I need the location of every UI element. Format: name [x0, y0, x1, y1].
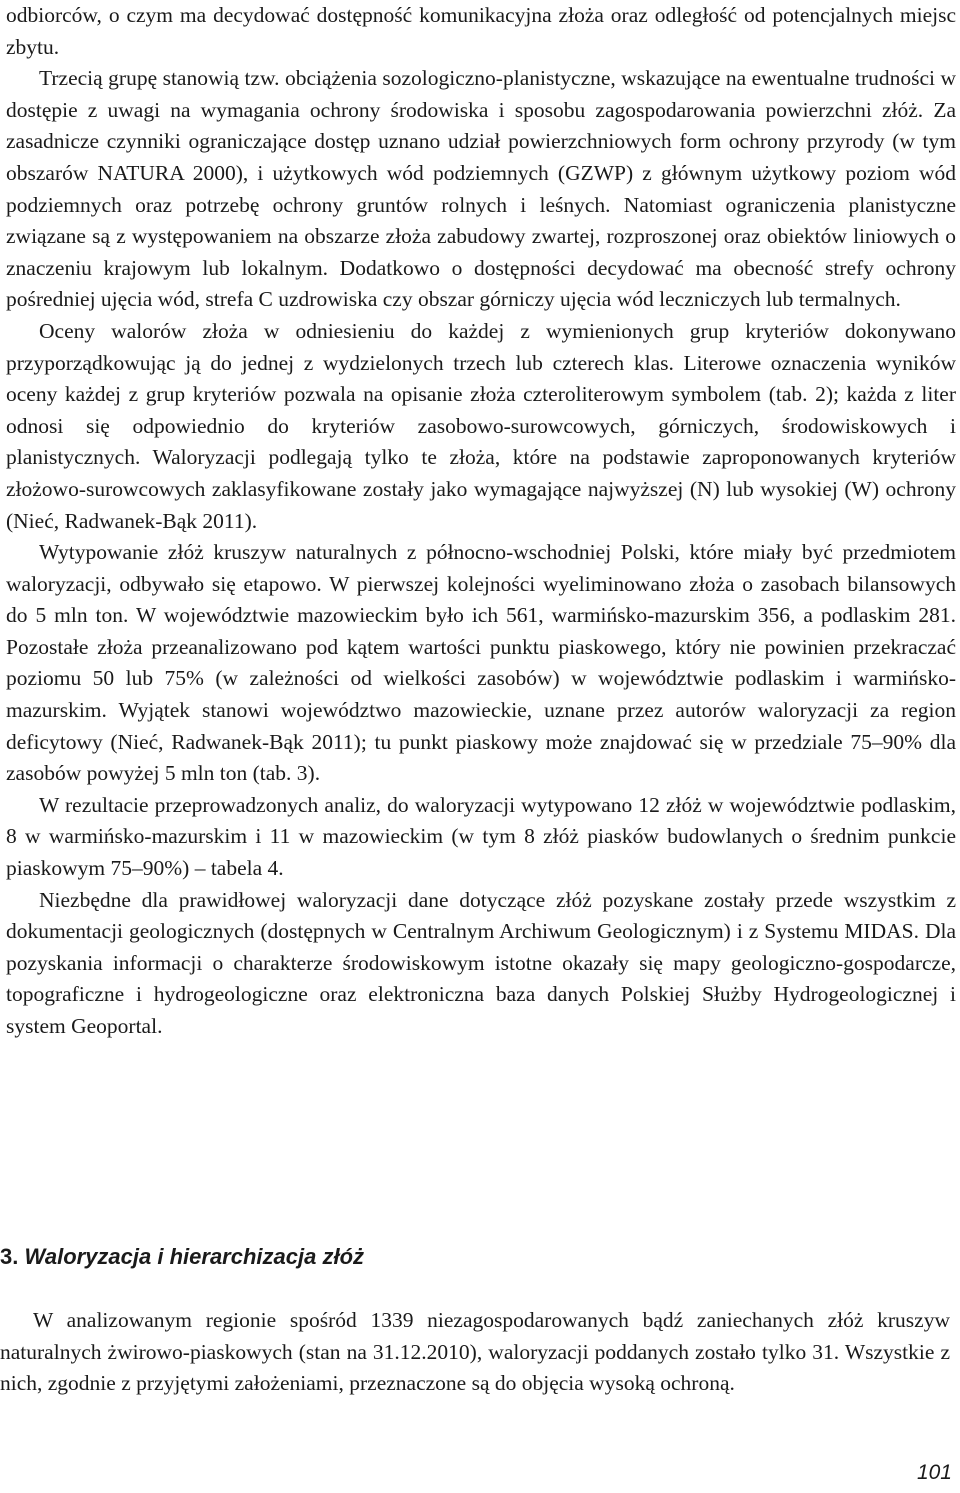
paragraph-continuation: odbiorców, o czym ma decydować dostępność komunikacyjna złoża oraz odległość od potencjalnych miejsc zbytu.: [6, 3, 956, 59]
paragraph-sozological-criteria: Trzecią grupę stanowią tzw. obciążenia sozologiczno-planistyczne, wskazujące na ewentualne trudności w dostępie z uwagi na wymagania ochrony środowiska i sposobu zagospodarowania powierzchni złóż. Za zasadnicze czynniki ograniczające dostęp uznano udział powierzchniowych form ochrony przyrody (w tym obszarów NATURA 2000), i użytkowych wód podziemnych (GZWP) z głównym użytkowy poziom wód podziemnych oraz potrzebę ochrony gruntów rolnych i leśnych. Natomiast ograniczenia planistyczne związane są z występowaniem na obszarze złoża zabudowy zwartej, rozproszonej oraz obiektów liniowych o znaczeniu krajowym lub lokalnym. Dodatkowo o dostępności decydować ma obecność strefy ochrony pośredniej ujęcia wód, strefa C uzdrowiska czy obszar górniczy ujęcia wód leczniczych lub termalnych.: [6, 66, 956, 312]
paragraph-analysis-results: W rezultacie przeprowadzonych analiz, do waloryzacji wytypowano 12 złóż w województwie podlaskim, 8 w warmińsko-mazurskim i 11 w mazowieckim (w tym 8 złóż piasków budowlanych o średnim punkcie piaskowym 75–90%) – tabela 4.: [6, 792, 956, 881]
paragraph-deposit-selection: Wytypowanie złóż kruszyw naturalnych z północno-wschodniej Polski, które miały być przedmiotem waloryzacji, odbywało się etapowo. W pierwszej kolejności wyeliminowano złoża o zasobach bilansowych do 5 mln ton. W województwie mazowieckim było ich 561, warmińsko-mazurskim 356, a podlaskim 281. Pozostałe złoża przeanalizowano pod kątem wartości punktu piaskowego, który nie powinien przekraczać poziomu 50 lub 75% (w zależności od wielkości zasobów) w województwie podlaskim i warmińsko-mazurskim. Wyjątek stanowi województwo mazowieckie, uznane przez autorów waloryzacji za region deficytowy (Nieć, Radwanek-Bąk 2011); tu punkt piaskowy może znajdować się w przedziale 75–90% dla zasobów powyżej 5 mln ton (tab. 3).: [6, 540, 956, 786]
paragraph-assessment-classes: Oceny walorów złoża w odniesieniu do każdej z wymienionych grup kryteriów dokonywano przyporządkowując ją do jednej z wydzielonych trzech lub czterech klas. Literowe oznaczenia wyników oceny każdej z grup kryteriów pozwala na opisanie złoża czteroliterowym symbolem (tab. 2); każda z liter odnosi się odpowiednio do kryteriów zasobowo-surowcowych, górniczych, środowiskowych i planistycznych. Waloryzacji podlegają tylko te złoża, które na podstawie zaproponowanych kryteriów złożowo-surowcowych zaklasyfikowane zostały jako wymagające najwyższej (N) lub wysokiej (W) ochrony (Nieć, Radwanek-Bąk 2011).: [6, 318, 956, 533]
section-heading: [0, 1242, 364, 1272]
page-body: [6, 0, 956, 1043]
section-number: 3.: [0, 1244, 19, 1269]
paragraph-section-intro: W analizowanym regionie spośród 1339 niezagospodarowanych bądź zaniechanych złóż kruszyw naturalnych żwirowo-piaskowych (stan na 31.12.2010), waloryzacji poddanych zostało tylko 31. Wszystkie z nich, zgodnie z przyjętymi założeniami, przeznaczone są do objęcia wysoką ochroną.: [0, 1308, 950, 1396]
paragraph-data-sources: Niezbędne dla prawidłowej waloryzacji dane dotyczące złóż pozyskane zostały przede wszystkim z dokumentacji geologicznych (dostępnych w Centralnym Archiwum Geologicznym) i z Systemu MIDAS. Dla pozyskania informacji o charakterze środowiskowym istotne okazały się mapy geologiczno-gospodarcze, topograficzne i hydrogeologiczne oraz elektroniczna baza danych Polskiej Służby Hydrogeologicznej i system Geoportal.: [6, 887, 956, 1038]
section-title: Waloryzacja i hierarchizacja złóż: [24, 1244, 365, 1269]
page-number: 101: [916, 1461, 952, 1484]
section-body: [0, 1305, 950, 1400]
